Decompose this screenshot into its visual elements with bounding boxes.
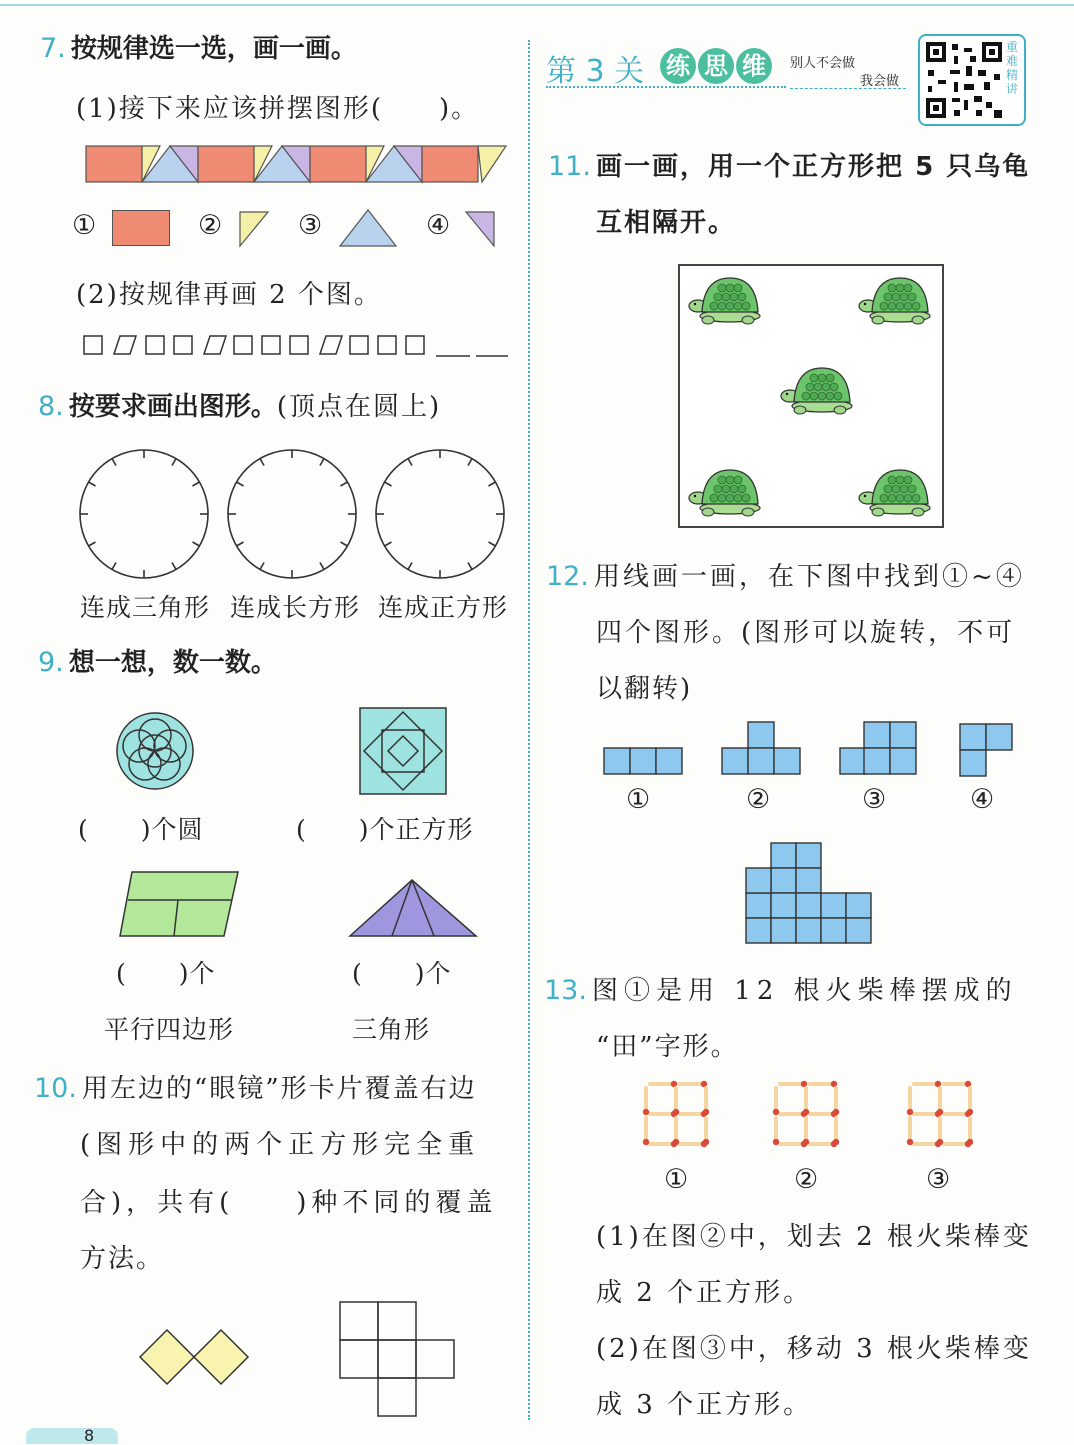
matchstick-head: [643, 1139, 649, 1145]
q13-text-line2: “田”字形。: [596, 1032, 739, 1062]
question-number: 13.: [544, 975, 587, 1006]
page-footer-tab: [26, 1428, 118, 1444]
matchstick-head: [703, 1139, 709, 1145]
q12-label-3: ③: [862, 784, 887, 815]
question-number: 11.: [548, 151, 591, 182]
matchstick-head: [833, 1109, 839, 1115]
question-7-heading: [40, 28, 357, 65]
slogan-line2: 我会做: [860, 74, 900, 89]
q13-matchstick-figures: [636, 1076, 986, 1158]
question-9-heading: [38, 642, 277, 679]
q10-glasses-card: [138, 1326, 252, 1388]
badge-char: 维: [736, 48, 772, 84]
q13-part1-line1: (1)在图②中，划去 2 根火柴棒变: [596, 1222, 1032, 1252]
q13-label-3: ③: [926, 1164, 951, 1195]
q7-part1-text: (1)接下来应该拼摆图形( )。: [76, 94, 480, 124]
question-title: 按规律选一选，画一画。: [70, 34, 357, 64]
q9-label-triangle: 三角形: [352, 1015, 431, 1044]
q13-part2-line2: 成 3 个正方形。: [596, 1390, 813, 1420]
q8-label-rectangle: 连成长方形: [230, 593, 361, 622]
q9-triangle-figure: [348, 878, 478, 940]
thinking-badges: [660, 48, 774, 84]
question-12-heading: [546, 556, 1025, 593]
q12-label-1: ①: [626, 784, 651, 815]
matchstick-head: [703, 1109, 709, 1115]
question-number: 12.: [546, 561, 589, 592]
option-2-label: ②: [198, 210, 223, 241]
q8-circles: [78, 446, 514, 586]
q11-text-line2: 互相隔开。: [596, 208, 737, 238]
q9-answer-circles[interactable]: ( )个圆: [78, 815, 204, 844]
q7-part2-text: (2)按规律再画 2 个图。: [76, 280, 382, 310]
matchstick-head: [803, 1139, 809, 1145]
matchstick-head: [937, 1139, 943, 1145]
q9-answer-parallelograms[interactable]: ( )个: [116, 959, 216, 988]
option-4-triangle: [464, 210, 498, 248]
q8-label-triangle: 连成三角形: [80, 593, 211, 622]
option-3-label: ③: [298, 210, 323, 241]
question-number: 10.: [34, 1073, 77, 1104]
q9-parallelogram-figure: [118, 870, 242, 938]
question-title: 画一画，用一个正方形把 5 只乌龟: [596, 152, 1031, 182]
badge-char: 练: [660, 48, 696, 84]
header-underline: [546, 86, 786, 88]
q9-circles-figure: [114, 710, 196, 792]
q12-big-figure: [742, 840, 876, 948]
q9-squares-figure: [358, 706, 448, 796]
question-note: (顶点在圆上): [276, 392, 442, 422]
matchstick-head: [907, 1139, 913, 1145]
q10-text-line2: (图形中的两个正方形完全重: [80, 1130, 481, 1160]
question-title: 想一想，数一数。: [68, 648, 277, 678]
option-1-rectangle: [112, 210, 170, 246]
question-13-heading: [544, 970, 1018, 1007]
question-number: 8.: [38, 391, 64, 422]
question-text-line1: 图①是用 12 根火柴棒摆成的: [592, 976, 1018, 1006]
slogan-line1: 别人不会做: [790, 56, 856, 71]
column-divider: [528, 40, 530, 1420]
matchstick-head: [937, 1109, 943, 1115]
q12-text-line3: 以翻转): [596, 674, 693, 704]
question-number: 9.: [38, 647, 64, 678]
question-title: 按要求画出图形。: [68, 392, 277, 422]
option-2-triangle: [238, 210, 272, 248]
q10-text-line4: 方法。: [80, 1244, 165, 1274]
qr-side-text: 重难精讲: [1006, 40, 1019, 96]
matchstick-head: [773, 1139, 779, 1145]
question-text-line1: 用左边的“眼镜”形卡片覆盖右边: [82, 1074, 477, 1104]
turtle-icon: [689, 278, 760, 324]
matchstick-head: [907, 1109, 913, 1115]
question-number: 7.: [40, 33, 66, 64]
q10-text-line3: 合)，共有( )种不同的覆盖: [80, 1188, 498, 1218]
q9-label-parallelogram: 平行四边形: [104, 1015, 235, 1044]
matchstick-head: [673, 1109, 679, 1115]
matchstick-head: [773, 1109, 779, 1115]
q12-shape-options: [600, 720, 1020, 780]
badge-char: 思: [698, 48, 734, 84]
turtle-icon: [859, 470, 930, 516]
q12-text-line2: 四个图形。(图形可以旋转，不可: [596, 618, 1016, 648]
level-label: 第 3 关: [546, 54, 645, 89]
turtle-icon: [689, 470, 760, 516]
q7-square-parallelogram-sequence: [82, 332, 512, 360]
option-1-label: ①: [72, 210, 97, 241]
turtles-illustration: [680, 266, 942, 526]
matchstick-head: [803, 1109, 809, 1115]
qr-code-icon: [924, 40, 1004, 120]
q13-part1-line2: 成 2 个正方形。: [596, 1278, 813, 1308]
qr-code-box[interactable]: [918, 34, 1026, 126]
option-4-label: ④: [426, 210, 451, 241]
q12-label-2: ②: [746, 784, 771, 815]
question-10-heading: [34, 1068, 477, 1105]
turtle-box: [678, 264, 944, 528]
slogan-underline: [790, 88, 906, 89]
matchstick-head: [833, 1139, 839, 1145]
question-11-heading: [548, 146, 1030, 183]
q13-label-1: ①: [664, 1164, 689, 1195]
top-rule: [0, 4, 1074, 6]
turtle-icon: [859, 278, 930, 324]
question-text-line1: 用线画一画，在下图中找到①~④: [594, 562, 1025, 592]
matchstick-head: [967, 1139, 973, 1145]
page-number: 8: [84, 1426, 95, 1445]
section-header: [546, 46, 644, 90]
q9-answer-triangles[interactable]: ( )个: [352, 959, 452, 988]
q7-pattern-strip: [84, 144, 510, 184]
q12-label-4: ④: [970, 784, 995, 815]
matchstick-head: [643, 1109, 649, 1115]
option-3-triangle: [338, 208, 398, 248]
question-8-heading: [38, 386, 441, 423]
matchstick-head: [967, 1109, 973, 1115]
q13-part2-line1: (2)在图③中，移动 3 根火柴棒变: [596, 1334, 1032, 1364]
q9-answer-squares[interactable]: ( )个正方形: [296, 815, 474, 844]
q10-cross-grid-figure: [336, 1298, 458, 1418]
q13-label-2: ②: [794, 1164, 819, 1195]
turtle-icon: [781, 368, 852, 414]
matchstick-head: [673, 1139, 679, 1145]
q8-label-square: 连成正方形: [378, 593, 509, 622]
